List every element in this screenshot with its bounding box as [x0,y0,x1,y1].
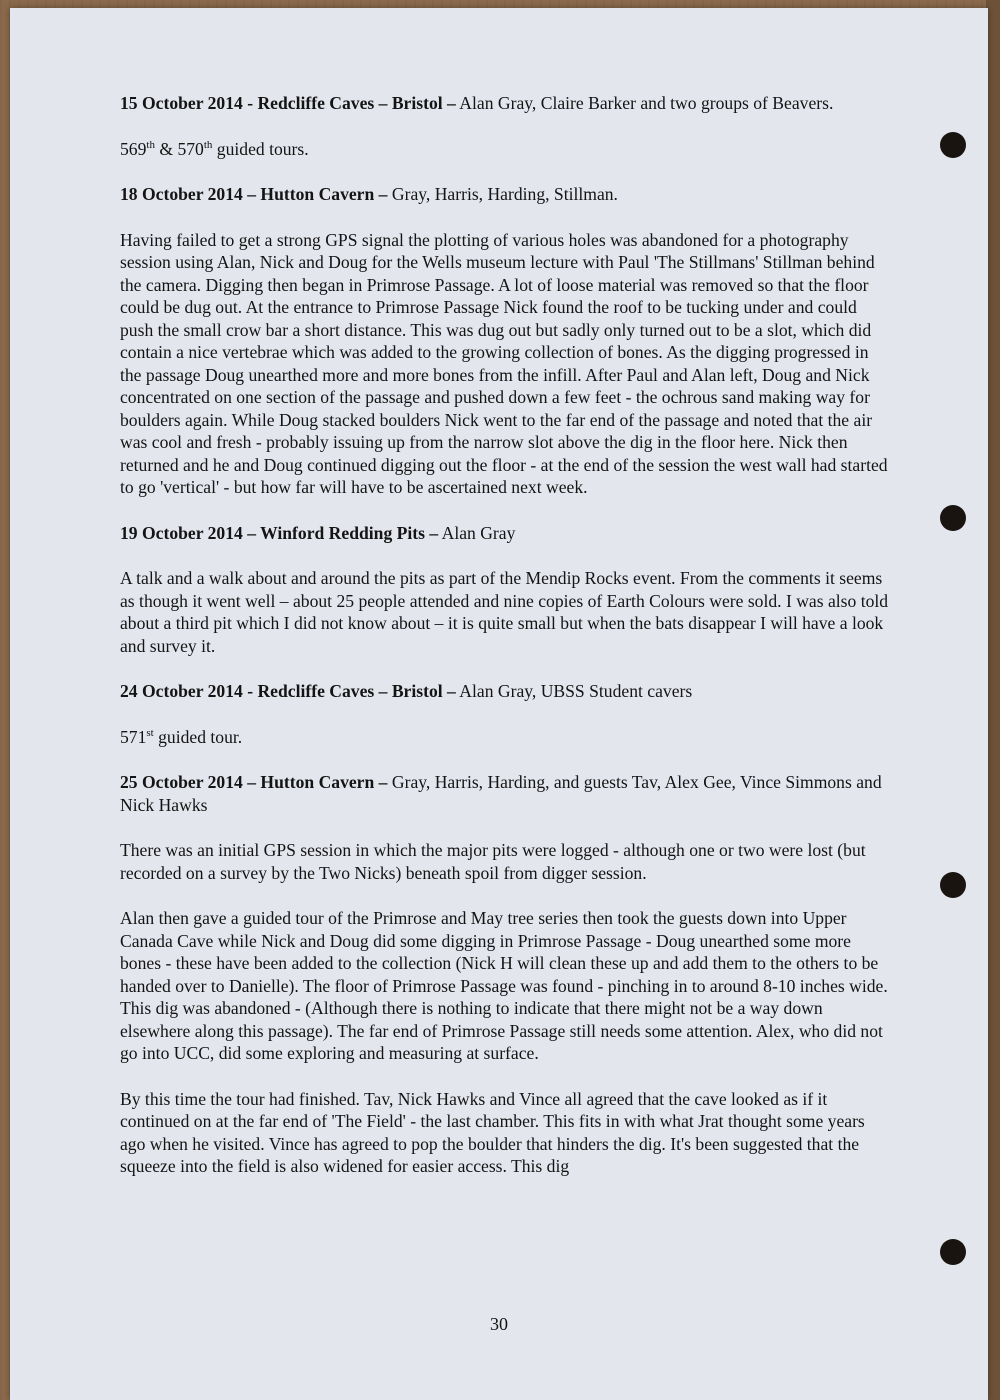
entry-people: Alan Gray [438,522,516,543]
entry-paragraph: There was an initial GPS session in which the major pits were logged - although one or two were lost (but recorded on a survey by the Two Nicks) beneath spoil from digger session. [120,840,866,883]
ordinal-suffix: th [146,138,155,151]
punch-hole [940,505,966,531]
entry-people: Alan Gray, UBSS Student cavers [455,681,693,701]
entry-heading [120,92,890,115]
table-edge [986,0,1000,1400]
punch-hole [940,132,966,158]
entry-paragraph: Having failed to get a strong GPS signal the plotting of various holes was abandoned for a photography session using Alan, Nick and Doug for the Wells museum lecture with Paul 'The Stillmans' Stillman behind the camera. Digging then began in Primrose Passage. A lot of loose material was removed so that the floor could be dug out. At the entrance to Primrose Passage Nick found the roof to be tucking under and could push the small crow bar a short distance. This was dug out but sadly only turned out to be a slot, which did contain a nice vertebrae which was added to the growing collection of bones. As the digging progressed in the passage Doug unearthed more and more bones from the infill. After Paul and Alan left, Doug and Nick concentrated on one section of the passage and pushed down a few feet - the ochrous sand making way for boulders again. While Doug stacked boulders Nick went to the far end of the passage and noted that the air was cool and fresh - probably issuing up from the narrow slot above the dig in the floor here. Nick then returned and he and Doug continued digging out the floor - at the end of the session the west wall had started to go 'vertical' - but how far will have to be ascertained next week. [120,229,888,497]
entry-date-location: 18 October 2014 – Hutton Cavern – [120,184,388,204]
entry-heading [120,771,890,816]
ordinal-suffix: th [203,138,213,151]
tour-number: 570 [177,138,204,159]
entry-heading [120,522,890,545]
entry-people: Gray, Harris, Harding, and guests Tav, Alex Gee, Vince Simmons and Nick Hawks [120,772,882,815]
entry-people: Gray, Harris, Harding, Stillman. [387,184,618,204]
entry-date-location: 24 October 2014 - Redcliffe Caves – Bristol – [120,681,456,701]
entry-heading [120,680,890,703]
tour-number: 571 [120,726,147,747]
document-body [120,92,890,1201]
tour-number: 569 [120,138,147,159]
entry-date-location: 25 October 2014 – Hutton Cavern – [120,772,388,792]
punch-hole [940,1239,966,1265]
entry-paragraph: By this time the tour had finished. Tav, Nick Hawks and Vince all agreed that the cave looked as if it continued on at the far end of 'The Field' - the last chamber. This fits in with what Jrat thought some years ago when he visited. Vince has agreed to pop the boulder that hinders the dig. It's been suggested that the squeeze into the field is also widened for easier access. This dig [120,1088,865,1176]
ordinal-suffix: st [146,726,154,739]
entry-date-location: 15 October 2014 - Redcliffe Caves – Bristol – [120,93,456,113]
tour-count [120,138,890,161]
punch-hole [940,872,966,898]
tour-separator: & [154,138,178,159]
entry-paragraph: A talk and a walk about and around the pits as part of the Mendip Rocks event. From the comments it seems as though it went well – about 25 people attended and nine copies of Earth Colours were sold. I was also told about a third pit which I did not know about – it is quite small but when the bats disappear I will have a look and survey it. [120,568,889,656]
entry-date-location: 19 October 2014 – Winford Redding Pits – [120,522,439,543]
document-page [10,8,988,1400]
tour-text: guided tours. [212,138,309,159]
tour-count [120,726,890,749]
page-number: 30 [490,1314,508,1334]
entry-people: Alan Gray, Claire Barker and two groups of Beavers. [455,93,834,113]
entry-heading [120,183,890,206]
tour-text: guided tour. [153,726,243,747]
entry-paragraph: Alan then gave a guided tour of the Primrose and May tree series then took the guests down into Upper Canada Cave while Nick and Doug did some digging in Primrose Passage - Doug unearthed some more bones - these have been added to the collection (Nick H will clean these up and add them to the others to be handed over to Danielle). The floor of Primrose Passage was found - pinching in to around 8-10 inches wide. This dig was abandoned - (Although there is nothing to indicate that there might not be a way down elsewhere along this passage). The far end of Primrose Passage still needs some attention. Alex, who did not go into UCC, did some exploring and measuring at surface. [120,908,888,1063]
